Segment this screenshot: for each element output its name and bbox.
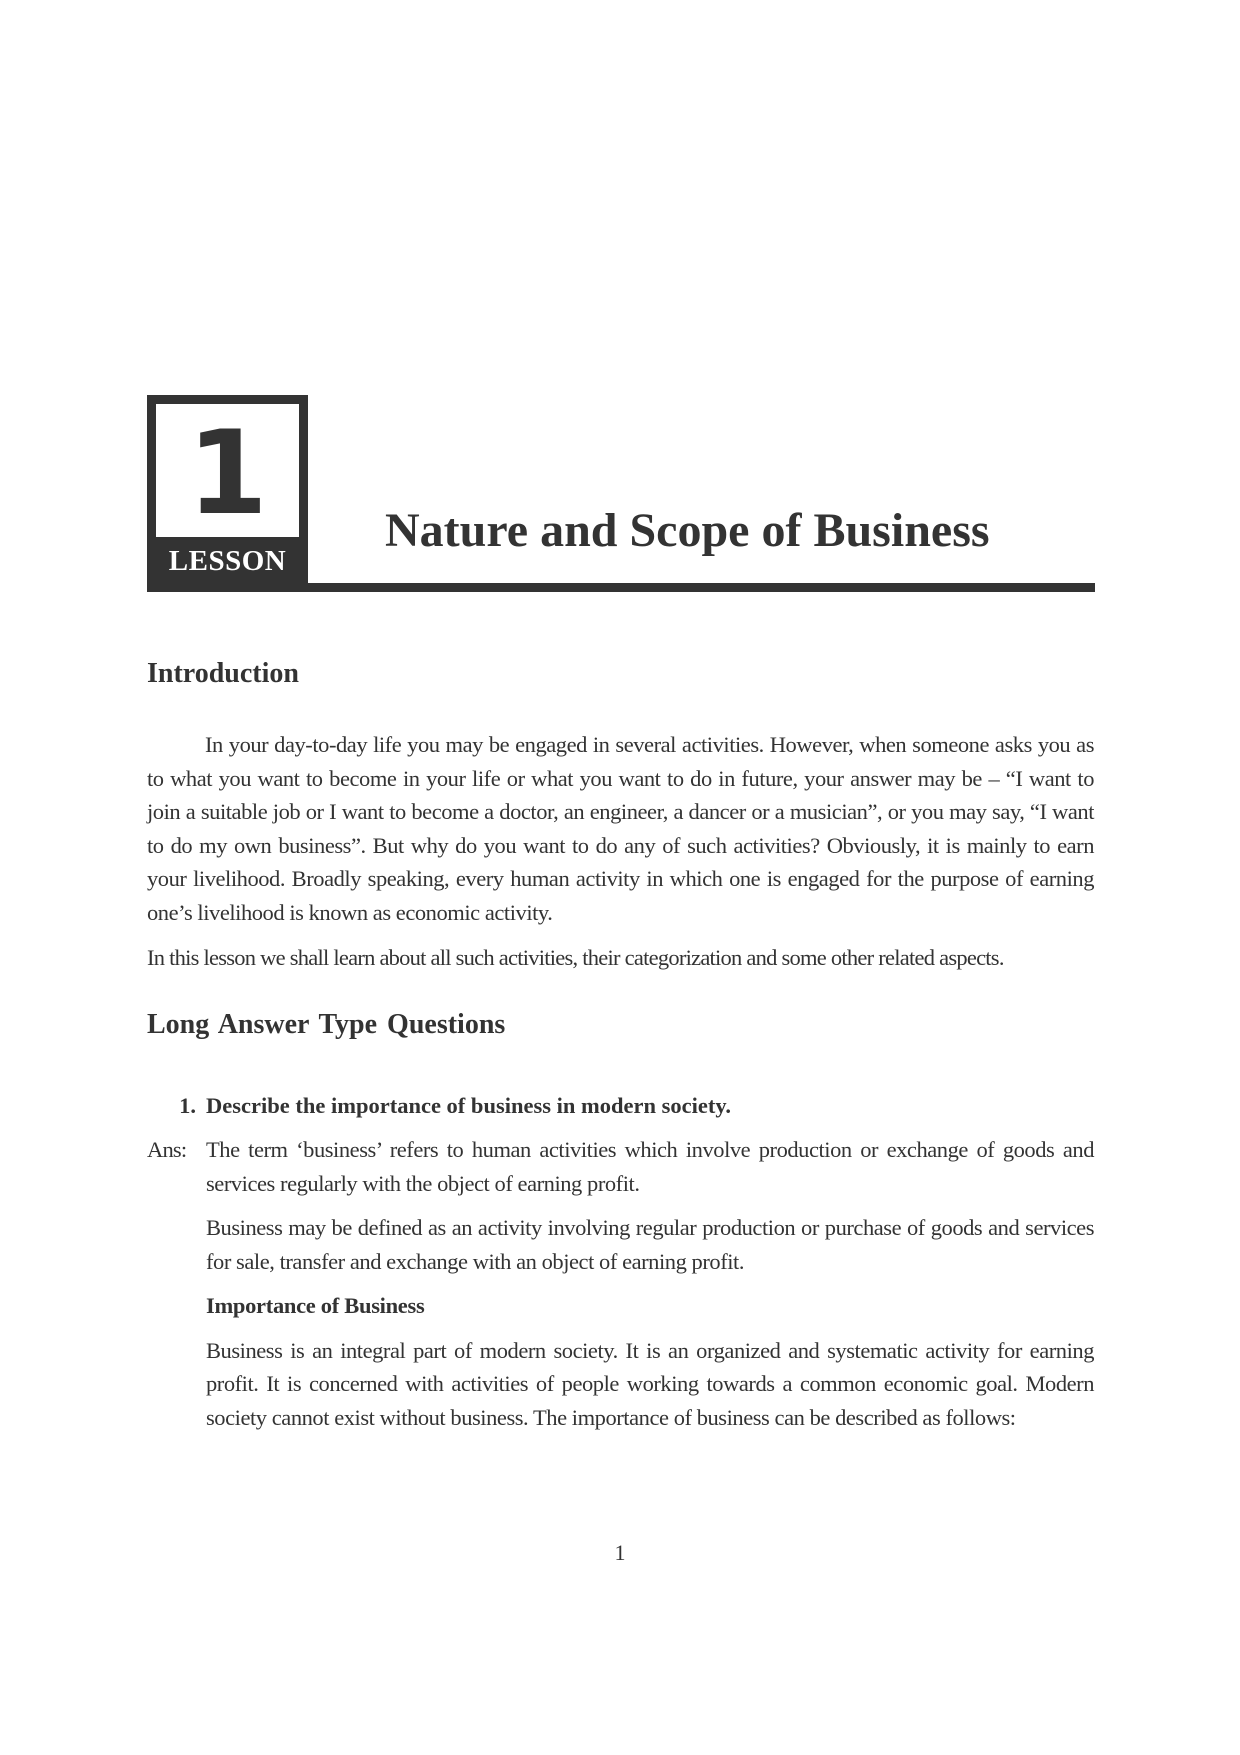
lesson-number-box [156,404,299,541]
page-content [147,658,1094,1434]
lesson-number: 1 [187,405,268,541]
answer-block [147,1133,1094,1434]
introduction-heading: Introduction [147,658,299,689]
importance-subheading: Importance of Business [206,1293,425,1318]
page-number: 1 [614,1540,626,1565]
introduction-paragraph: In this lesson we shall learn about all such activities, their categorization and some other related aspects. [147,945,1004,970]
importance-paragraph: Business is an integral part of modern society. It is an organized and systematic activity for earning profit. It is concerned with activities of people working towards a common economic goal. Modern society cannot exist without business. The importance of business can be described as follows: [206,1337,1094,1430]
question-text: Describe the importance of business in modern society. [206,1092,731,1118]
lesson-badge [147,395,308,592]
lesson-label: LESSON [168,545,287,577]
question-number: 1. [179,1092,196,1118]
answer-paragraph: Business may be defined as an activity involving regular production or purchase of goods and services for sale, transfer and exchange with an object of earning profit. [206,1215,1094,1274]
introduction-paragraph: In your day-to-day life you may be engaged in several activities. However, when someone asks you as to what you want to become in your life or what you want to do in future, your answer may be – “I want to join a suitable job or I want to become a doctor, an engineer, a dancer or a musician”, or you may say, “I want to do my own business”. But why do you want to do any of such activities? Obviously, it is mainly to earn your livelihood. Broadly speaking, every human activity in which one is engaged for the purpose of earning one’s livelihood is known as economic activity. [147,732,1094,925]
answer-label: Ans: [147,1137,187,1162]
chapter-title: Nature and Scope of Business [385,504,990,557]
long-answer-heading: Long Answer Type Questions [147,1008,506,1040]
title-underline [300,583,1095,592]
question-item [147,1089,1094,1123]
answer-body [206,1133,1094,1434]
answer-paragraph: The term ‘business’ refers to human activities which involve production or exchange of goods and services regularly with the object of earning profit. [206,1137,1094,1196]
